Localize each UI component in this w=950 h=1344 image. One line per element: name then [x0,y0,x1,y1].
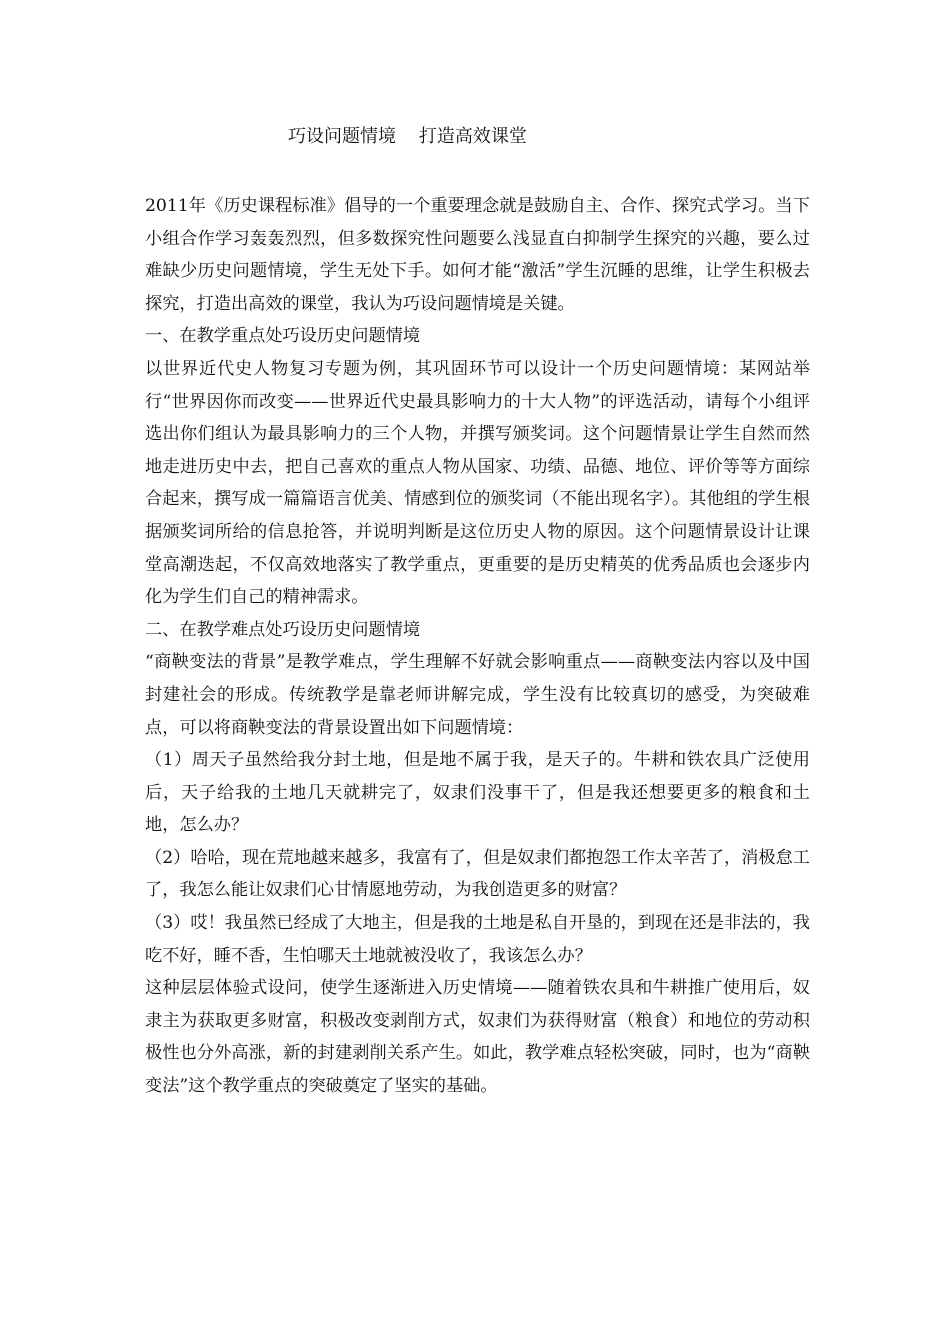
document-page [145,120,810,1103]
question-1-paragraph: （1）周天子虽然给我分封土地，但是地不属于我，是天子的。牛耕和铁农具广泛使用后，天子给我的土地几天就耕完了，奴隶们没事干了，但是我还想要更多的粮食和土地，怎么办？ [145,750,810,836]
section-heading-2: 二、在教学难点处巧设历史问题情境 [145,619,421,640]
document-title: 巧设问题情境 打造高效课堂 [288,126,527,147]
question-3-paragraph: （3）哎！我虽然已经成了大地主，但是我的土地是私自开垦的，到现在还是非法的，我吃不好，睡不香，生怕哪天土地就被没收了，我该怎么办？ [145,913,810,966]
conclusion-paragraph: 这种层层体验式设问，使学生逐渐进入历史情境——随着铁农具和牛耕推广使用后，奴隶主为获取更多财富，积极改变剥削方式，奴隶们为获得财富（粮食）和地位的劳动积极性也分外高涨，新的封建剥削关系产生。如此，教学难点轻松突破，同时，也为“商鞅变法”这个教学重点的突破奠定了坚实的基础。 [145,978,810,1097]
intro-paragraph: 2011年《历史课程标准》倡导的一个重要理念就是鼓励自主、合作、探究式学习。当下小组合作学习轰轰烈烈，但多数探究性问题要么浅显直白抑制学生探究的兴趣，要么过难缺少历史问题情境，学生无处下手。如何才能“激活”学生沉睡的思维，让学生积极去探究，打造出高效的课堂，我认为巧设问题情境是关键。 [145,196,810,314]
section-2-intro-paragraph: “商鞅变法的背景”是教学难点，学生理解不好就会影响重点——商鞅变法内容以及中国封建社会的形成。传统教学是靠老师讲解完成，学生没有比较真切的感受，为突破难点，可以将商鞅变法的背景设置出如下问题情境： [145,652,810,738]
section-heading-1: 一、在教学重点处巧设历史问题情境 [145,326,421,347]
section-1-paragraph: 以世界近代史人物复习专题为例，其巩固环节可以设计一个历史问题情境：某网站举行“世界因你而改变——世界近代史最具影响力的十大人物”的评选活动，请每个小组评选出你们组认为最具影响力的三个人物，并撰写颁奖词。这个问题情景让学生自然而然地走进历史中去，把自己喜欢的重点人物从国家、功绩、品德、地位、评价等等方面综合起来，撰写成一篇篇语言优美、情感到位的颁奖词（不能出现名字）。其他组的学生根据颁奖词所给的信息抢答，并说明判断是这位历史人物的原因。这个问题情景设计让课堂高潮迭起，不仅高效地落实了教学重点，更重要的是历史精英的优秀品质也会逐步内化为学生们自己的精神需求。 [145,358,810,608]
question-2-paragraph: （2）哈哈，现在荒地越来越多，我富有了，但是奴隶们都抱怨工作太辛苦了，消极怠工了，我怎么能让奴隶们心甘情愿地劳动，为我创造更多的财富？ [145,847,810,901]
